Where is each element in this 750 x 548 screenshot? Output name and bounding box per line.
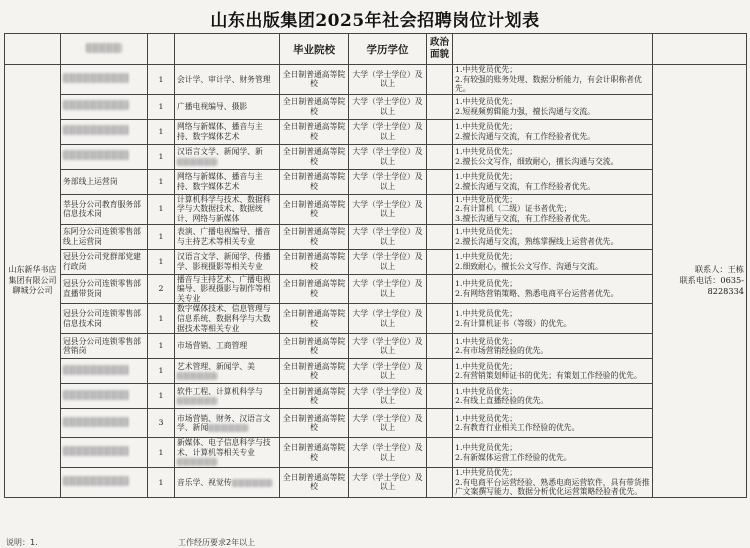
school-requirement: 全日制普通高等院校	[280, 169, 349, 194]
other-requirements: 1.中共党员优先； 2.有教育行业相关工作经验的优先。	[453, 409, 653, 438]
other-requirements: 1.中共党员优先； 2.有新媒体运营工作经验的优先。	[453, 438, 653, 468]
political-cell	[427, 194, 453, 224]
position-count: 1	[148, 144, 175, 169]
position-unit	[61, 119, 148, 144]
position-count: 1	[148, 119, 175, 144]
school-requirement: 全日制普通高等院校	[280, 359, 349, 384]
political-cell	[427, 65, 453, 95]
school-requirement: 全日制普通高等院校	[280, 65, 349, 95]
political-cell	[427, 144, 453, 169]
header-blank-1	[5, 34, 61, 65]
major-text: 音乐学、视觉传	[177, 477, 232, 487]
table-row	[5, 438, 747, 468]
header-blank-3	[148, 34, 175, 65]
position-unit	[61, 359, 148, 384]
political-cell	[427, 94, 453, 119]
position-count: 2	[148, 274, 175, 304]
school-requirement: 全日制普通高等院校	[280, 224, 349, 249]
major-requirement	[175, 94, 280, 119]
major-text: 市场营销、工商管理	[177, 341, 248, 351]
degree-requirement: 大学（学士学位）及以上	[349, 194, 427, 224]
major-text: 广播电视编导、摄影	[177, 101, 248, 111]
position-unit: 东阿分公司连锁零售部线上运营岗	[61, 224, 148, 249]
other-requirements: 1.中共党员优先； 2.有计算机证书（等级）的优先。	[453, 304, 653, 334]
major-requirement	[175, 274, 280, 304]
table-row	[5, 194, 747, 224]
position-count: 1	[148, 467, 175, 497]
position-unit	[61, 467, 148, 497]
position-count: 1	[148, 359, 175, 384]
table-row	[5, 144, 747, 169]
redacted-unit	[63, 390, 129, 400]
school-requirement: 全日制普通高等院校	[280, 409, 349, 438]
position-count: 1	[148, 249, 175, 274]
major-requirement	[175, 194, 280, 224]
school-requirement: 全日制普通高等院校	[280, 194, 349, 224]
page-title: 山东出版集团2025年社会招聘岗位计划表	[210, 11, 540, 31]
header-blank-5	[453, 34, 653, 65]
major-requirement	[175, 438, 280, 468]
degree-requirement: 大学（学士学位）及以上	[349, 304, 427, 334]
major-text: 网络与新媒体、播音与主持、数字媒体艺术	[177, 172, 263, 191]
major-requirement	[175, 334, 280, 359]
header-degree: 学历学位	[349, 34, 427, 65]
school-requirement: 全日制普通高等院校	[280, 304, 349, 334]
position-unit	[61, 438, 148, 468]
degree-requirement: 大学（学士学位）及以上	[349, 144, 427, 169]
contact-info	[653, 65, 747, 498]
major-text: 新媒体、电子信息科学与技术、计算机等相关专业	[177, 438, 271, 457]
major-text: 网络与新媒体、播音与主持、数字媒体艺术	[177, 122, 263, 141]
political-cell	[427, 249, 453, 274]
school-requirement: 全日制普通高等院校	[280, 467, 349, 497]
recruitment-table	[4, 33, 747, 498]
political-cell	[427, 334, 453, 359]
position-count: 1	[148, 334, 175, 359]
position-unit: 冠县分公司党群部党建行政岗	[61, 249, 148, 274]
degree-requirement: 大学（学士学位）及以上	[349, 224, 427, 249]
other-requirements: 1.中共党员优先； 2.有网络营销策略、熟悉电商平台运营者优先。	[453, 274, 653, 304]
contact-phone: 联系电话：0635-8228334	[679, 275, 744, 297]
position-unit: 冠县分公司连锁零售部营销岗	[61, 334, 148, 359]
other-requirements: 1.中共党员优先； 2.有线上直播经验的优先。	[453, 384, 653, 409]
position-unit: 务部线上运营岗	[61, 169, 148, 194]
political-cell	[427, 438, 453, 468]
redacted-unit	[63, 150, 129, 160]
table-row	[5, 119, 747, 144]
major-requirement	[175, 144, 280, 169]
position-count: 1	[148, 438, 175, 468]
position-count: 1	[148, 224, 175, 249]
political-cell	[427, 359, 453, 384]
degree-requirement: 大学（学士学位）及以上	[349, 274, 427, 304]
degree-requirement: 大学（学士学位）及以上	[349, 65, 427, 95]
degree-requirement: 大学（学士学位）及以上	[349, 94, 427, 119]
major-text: 会计学、审计学、财务管理	[177, 74, 271, 84]
table-row	[5, 274, 747, 304]
school-requirement: 全日制普通高等院校	[280, 144, 349, 169]
redacted-unit	[63, 365, 129, 375]
contact-person: 联系人：王栋	[694, 264, 744, 275]
table-row	[5, 304, 747, 334]
table-row	[5, 467, 747, 497]
other-requirements: 1.中共党员优先； 2.有电商平台运营经验、熟悉电商运营软件，具有带货推广文案撰写能力、数据分析优化运营策略经验者优先。	[453, 467, 653, 497]
major-requirement	[175, 224, 280, 249]
other-requirements: 1.中共党员优先； 2.短视频剪辑能力强，擅长沟通与交流。	[453, 94, 653, 119]
major-requirement	[175, 119, 280, 144]
position-count: 1	[148, 194, 175, 224]
position-unit	[61, 65, 148, 95]
degree-requirement: 大学（学士学位）及以上	[349, 249, 427, 274]
redacted-major	[232, 479, 272, 487]
header-school: 毕业院校	[280, 34, 349, 65]
position-unit: 莘县分公司教育服务部信息技术岗	[61, 194, 148, 224]
header-political: 政治面貌	[427, 34, 453, 65]
major-text: 计算机科学与技术、数据科学与大数据技术、数据统计、网络与新媒体	[177, 194, 271, 223]
school-requirement: 全日制普通高等院校	[280, 438, 349, 468]
major-requirement	[175, 384, 280, 409]
other-requirements: 1.中共党员优先； 2.擅长公文写作，细致耐心，擅长沟通与交流。	[453, 144, 653, 169]
redacted-unit	[63, 476, 129, 486]
school-requirement: 全日制普通高等院校	[280, 334, 349, 359]
degree-requirement: 大学（学士学位）及以上	[349, 467, 427, 497]
political-cell	[427, 169, 453, 194]
political-cell	[427, 274, 453, 304]
school-requirement: 全日制普通高等院校	[280, 274, 349, 304]
position-unit	[61, 409, 148, 438]
other-requirements: 1.中共党员优先； 2.擅长沟通与交流，熟练掌握线上运营者优先。	[453, 224, 653, 249]
political-cell	[427, 224, 453, 249]
redacted-unit	[63, 446, 129, 456]
other-requirements: 1.中共党员优先； 2.有营销策划师证书的优先；有策划工作经验的优先。	[453, 359, 653, 384]
footnote-requirement: 工作经历要求2年以上	[178, 538, 256, 547]
major-requirement	[175, 65, 280, 95]
political-cell	[427, 119, 453, 144]
redacted-major	[177, 372, 217, 380]
degree-requirement: 大学（学士学位）及以上	[349, 169, 427, 194]
major-requirement	[175, 304, 280, 334]
major-text: 数字媒体技术、信息管理与信息系统、数据科学与大数据技术等相关专业	[177, 304, 271, 333]
redacted-header	[86, 43, 123, 53]
other-requirements: 1.中共党员优先； 2.有较强的账务处理、数据分析能力，有会计职称者优先。	[453, 65, 653, 95]
school-requirement: 全日制普通高等院校	[280, 249, 349, 274]
company-name: 山东新华书店集团有限公司聊城分公司	[5, 65, 61, 498]
table-row	[5, 224, 747, 249]
redacted-major	[177, 458, 217, 466]
table-row	[5, 359, 747, 384]
other-requirements: 1.中共党员优先； 2.有市场营销经验的优先。	[453, 334, 653, 359]
position-count: 1	[148, 384, 175, 409]
school-requirement: 全日制普通高等院校	[280, 384, 349, 409]
position-count: 1	[148, 169, 175, 194]
degree-requirement: 大学（学士学位）及以上	[349, 359, 427, 384]
table-row	[5, 249, 747, 274]
redacted-unit	[63, 417, 129, 427]
other-requirements: 1.中共党员优先； 2.擅长沟通与交流，有工作经验者优先。	[453, 119, 653, 144]
major-text: 汉语言文学、新闻学、新	[177, 147, 263, 157]
other-requirements: 1.中共党员优先； 2.擅长沟通与交流，有工作经验者优先。	[453, 169, 653, 194]
redacted-major	[177, 397, 217, 405]
position-count: 1	[148, 94, 175, 119]
position-count: 1	[148, 65, 175, 95]
degree-requirement: 大学（学士学位）及以上	[349, 409, 427, 438]
redacted-major	[208, 424, 248, 432]
header-blank-4	[175, 34, 280, 65]
major-text: 汉语言文学、新闻学、传播学、影视摄影等相关专业	[177, 251, 271, 271]
political-cell	[427, 304, 453, 334]
table-row	[5, 384, 747, 409]
position-unit: 冠县分公司连锁零售部信息技术岗	[61, 304, 148, 334]
position-unit	[61, 384, 148, 409]
school-requirement: 全日制普通高等院校	[280, 94, 349, 119]
redacted-unit	[63, 125, 129, 135]
other-requirements: 1.中共党员优先； 2.细致耐心，擅长公文写作、沟通与交流。	[453, 249, 653, 274]
position-unit	[61, 94, 148, 119]
table-row	[5, 409, 747, 438]
table-row	[5, 65, 747, 95]
header-blank-2	[61, 34, 148, 65]
major-text: 艺术管理、新闻学、美	[177, 361, 255, 371]
degree-requirement: 大学（学士学位）及以上	[349, 119, 427, 144]
major-text: 市场营销、财务、汉语言文学、新闻	[177, 413, 271, 433]
major-requirement	[175, 359, 280, 384]
table-row	[5, 169, 747, 194]
position-count: 3	[148, 409, 175, 438]
redacted-unit	[63, 100, 129, 110]
degree-requirement: 大学（学士学位）及以上	[349, 334, 427, 359]
major-requirement	[175, 249, 280, 274]
degree-requirement: 大学（学士学位）及以上	[349, 438, 427, 468]
footnote: 说明：1.	[6, 538, 38, 547]
other-requirements: 1.中共党员优先； 2.有计算机（二级）证书者优先； 3.擅长沟通与交流，有工作经验者优先。	[453, 194, 653, 224]
major-text: 播音与主持艺术、广播电视编导、影视摄影与制作等相关专业	[177, 274, 271, 303]
redacted-unit	[63, 73, 129, 83]
degree-requirement: 大学（学士学位）及以上	[349, 384, 427, 409]
major-requirement	[175, 169, 280, 194]
major-requirement	[175, 409, 280, 438]
table-row	[5, 334, 747, 359]
major-text: 软件工程、计算机科学与	[177, 386, 263, 396]
major-requirement	[175, 467, 280, 497]
position-unit	[61, 144, 148, 169]
political-cell	[427, 467, 453, 497]
redacted-major	[177, 158, 217, 166]
school-requirement: 全日制普通高等院校	[280, 119, 349, 144]
header-blank-6	[653, 34, 747, 65]
major-text: 表演、广播电视编导、播音与主持艺术等相关专业	[177, 226, 271, 246]
position-count: 1	[148, 304, 175, 334]
political-cell	[427, 384, 453, 409]
table-row	[5, 94, 747, 119]
position-unit: 冠县分公司连锁零售部直播带货岗	[61, 274, 148, 304]
political-cell	[427, 409, 453, 438]
